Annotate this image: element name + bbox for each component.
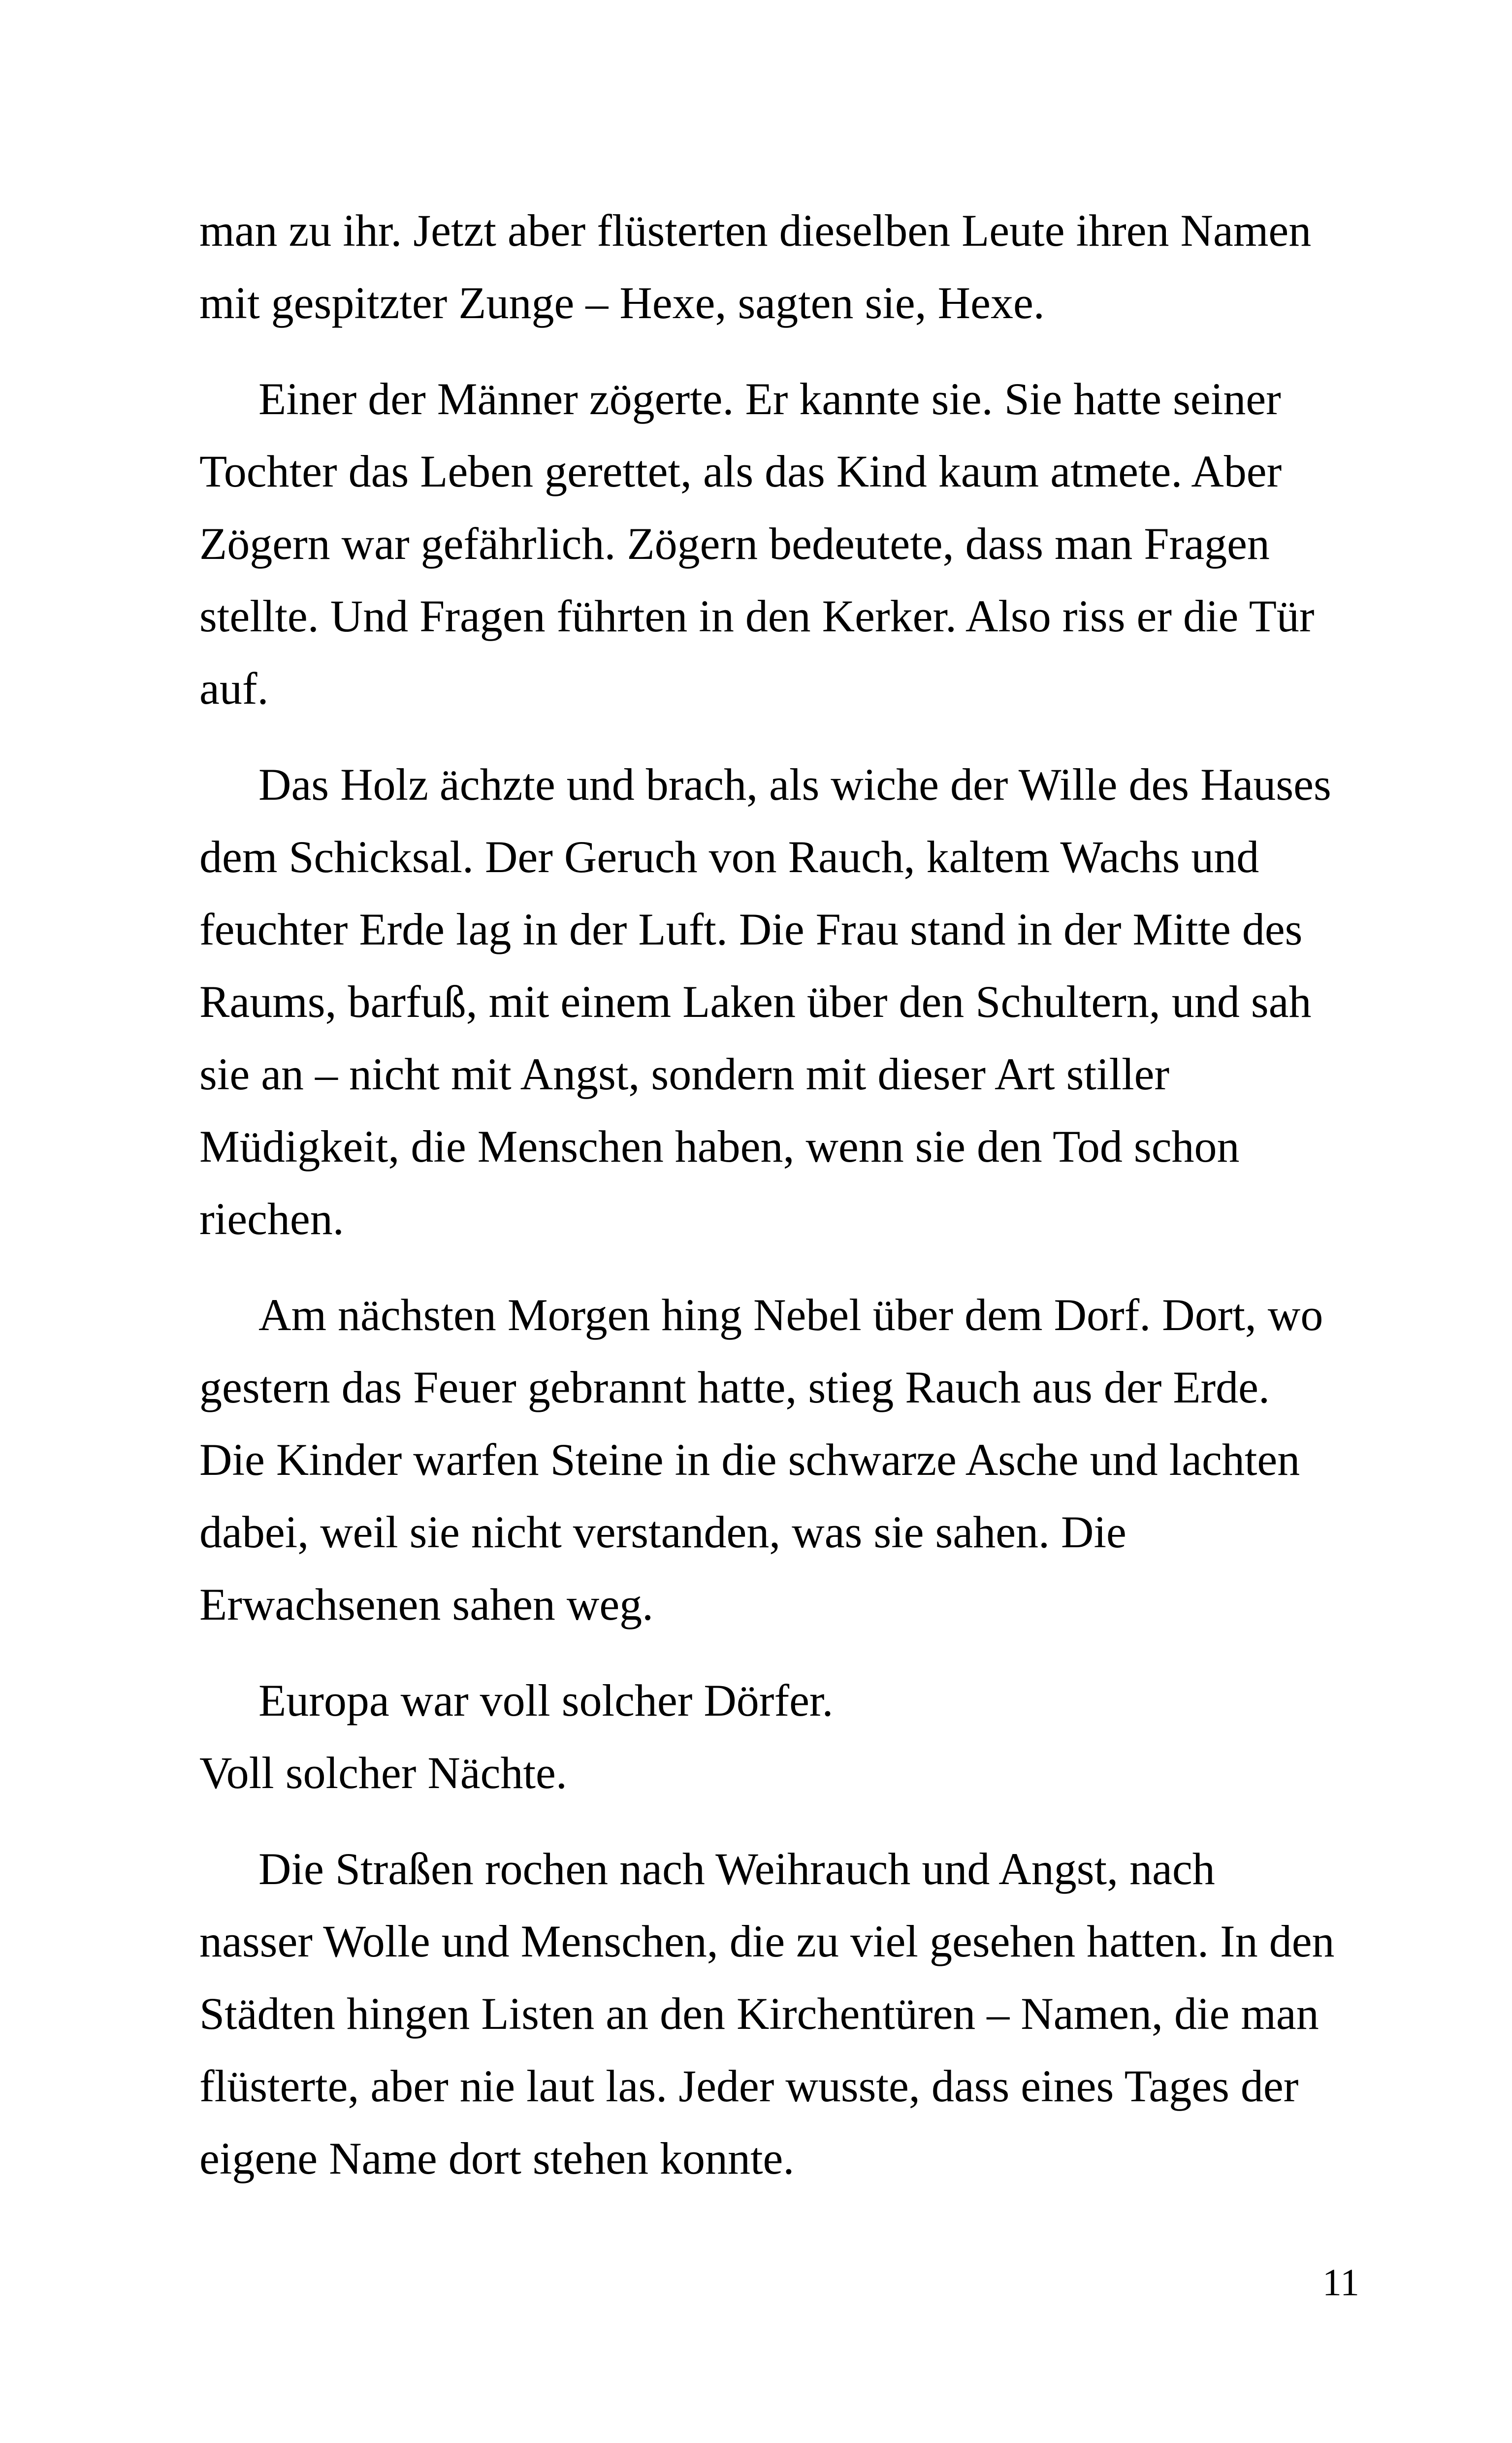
text-line: nasser Wolle und Menschen, die zu viel gesehen hatten. In den <box>199 1916 1335 1966</box>
text-line: Europa war voll solcher Dörfer. <box>258 1675 834 1726</box>
text-line: Das Holz ächzte und brach, als wiche der Wille des Hauses <box>258 759 1331 810</box>
text-line: Die Straßen rochen nach Weihrauch und Angst, nach <box>258 1844 1215 1894</box>
text-line: auf. <box>199 663 269 714</box>
text-line: Voll solcher Nächte. <box>199 1748 567 1798</box>
body-text <box>199 195 1361 2218</box>
text-line: Raums, barfuß, mit einem Laken über den Schultern, und sah <box>199 977 1312 1027</box>
text-line: riechen. <box>199 1194 344 1244</box>
paragraph-3 <box>199 749 1361 1255</box>
text-line: Erwachsenen sahen weg. <box>199 1579 654 1629</box>
paragraph-4 <box>199 1279 1361 1641</box>
text-line: mit gespitzter Zunge – Hexe, sagten sie, Hexe. <box>199 278 1045 328</box>
text-line: Die Kinder warfen Steine in die schwarze Asche und lachten <box>199 1434 1300 1485</box>
text-line: Müdigkeit, die Menschen haben, wenn sie den Tod schon <box>199 1121 1240 1172</box>
paragraph-5 <box>199 1664 1361 1809</box>
text-line: Städten hingen Listen an den Kirchentüren – Namen, die man <box>199 1988 1319 2039</box>
text-line: Einer der Männer zögerte. Er kannte sie. Sie hatte seiner <box>258 374 1281 424</box>
text-line: man zu ihr. Jetzt aber flüsterten dieselben Leute ihren Namen <box>199 205 1312 256</box>
text-line: gestern das Feuer gebrannt hatte, stieg Rauch aus der Erde. <box>199 1362 1270 1412</box>
paragraph-2 <box>199 363 1361 725</box>
text-line: Am nächsten Morgen hing Nebel über dem Dorf. Dort, wo <box>258 1290 1323 1340</box>
page-number: 11 <box>1322 2261 1359 2304</box>
text-line: Tochter das Leben gerettet, als das Kind kaum atmete. Aber <box>199 446 1282 496</box>
text-line: sie an – nicht mit Angst, sondern mit dieser Art stiller <box>199 1049 1170 1099</box>
text-line: feuchter Erde lag in der Luft. Die Frau stand in der Mitte des <box>199 904 1303 954</box>
text-line: Zögern war gefährlich. Zögern bedeutete, dass man Fragen <box>199 519 1270 569</box>
text-line: eigene Name dort stehen konnte. <box>199 2133 795 2183</box>
paragraph-6 <box>199 1833 1361 2195</box>
text-line: dabei, weil sie nicht verstanden, was sie sahen. Die <box>199 1507 1126 1557</box>
text-line: flüsterte, aber nie laut las. Jeder wusste, dass eines Tages der <box>199 2061 1299 2111</box>
paragraph-1 <box>199 195 1361 339</box>
text-line: stellte. Und Fragen führten in den Kerker. Also riss er die Tür <box>199 591 1315 641</box>
text-line: dem Schicksal. Der Geruch von Rauch, kaltem Wachs und <box>199 832 1259 882</box>
